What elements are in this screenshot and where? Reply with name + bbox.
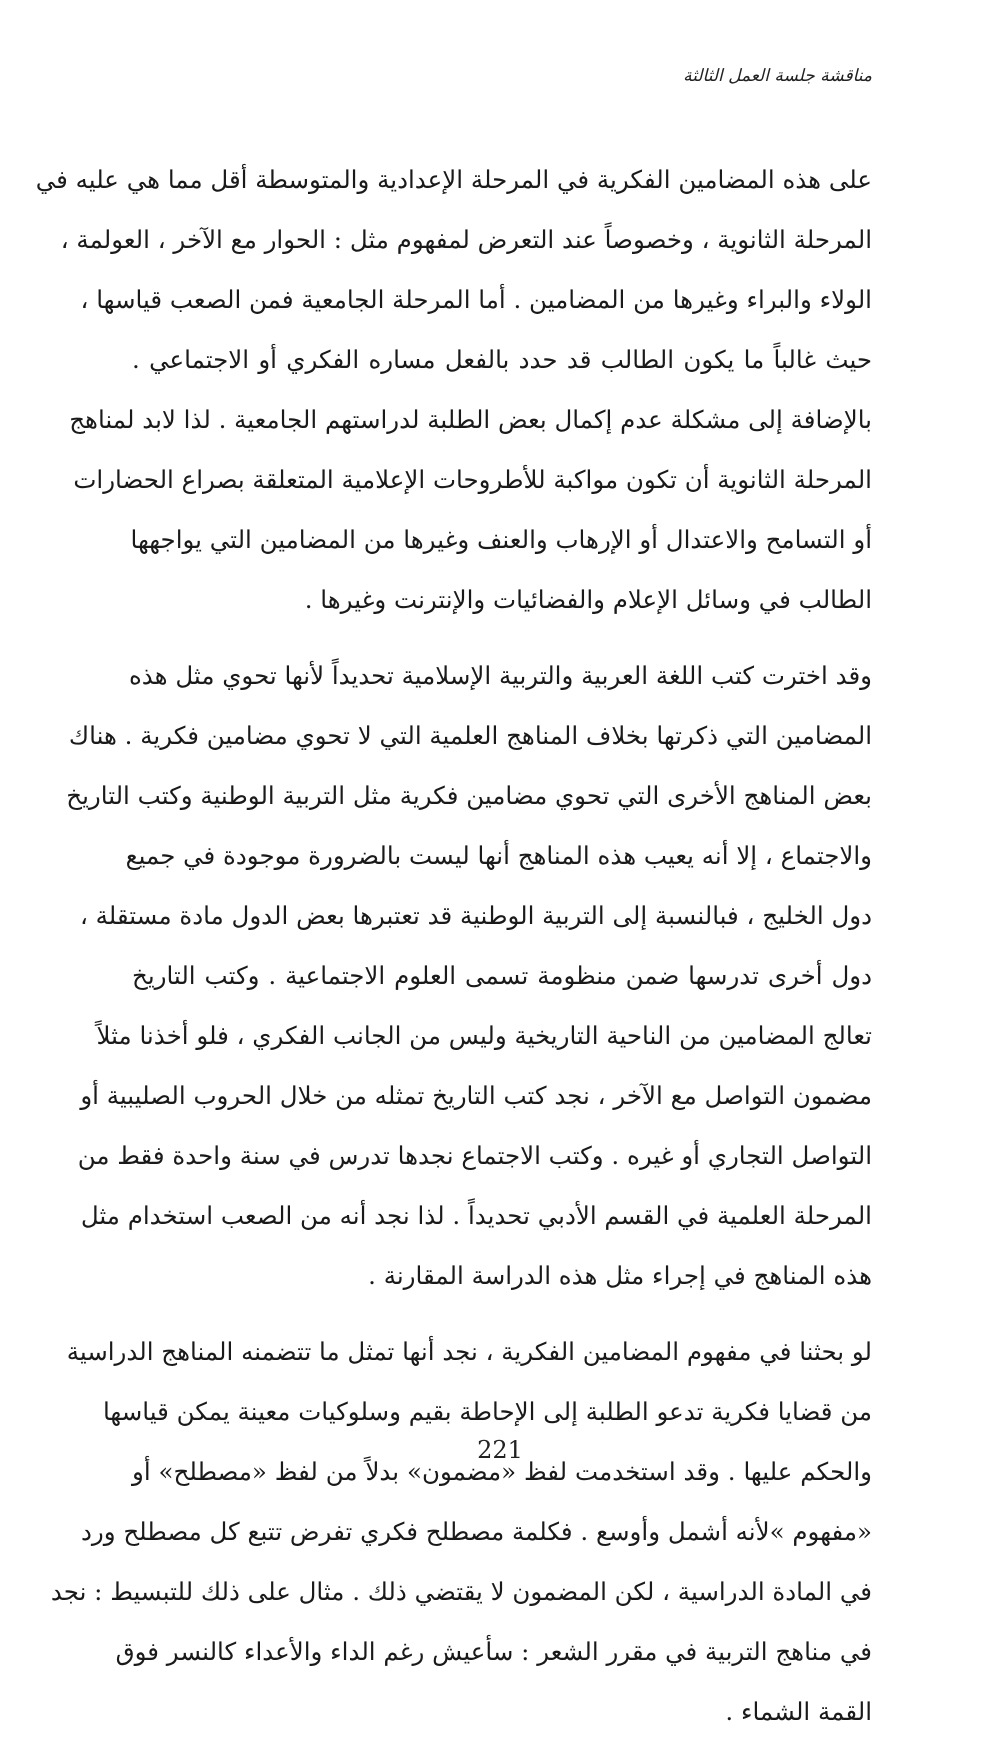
- text-line: دول أخرى تدرسها ضمن منظومة تسمى العلوم الاجتماعية . وكتب التاريخ: [132, 961, 872, 990]
- text-line: أو التسامح والاعتدال أو الإرهاب والعنف وغيرها من المضامين التي يواجهها: [130, 525, 872, 554]
- text-line: والاجتماع ، إلا أنه يعيب هذه المناهج أنها ليست بالضرورة موجودة في جميع: [125, 841, 872, 870]
- running-header: مناقشة جلسة العمل الثالثة: [683, 66, 872, 86]
- text-line: لو بحثنا في مفهوم المضامين الفكرية ، نجد أنها تمثل ما تتضمنه المناهج الدراسية: [66, 1337, 872, 1366]
- text-line: المضامين التي ذكرتها بخلاف المناهج العلمية التي لا تحوي مضامين فكرية . هناك: [68, 721, 872, 750]
- text-line: «مفهوم »لأنه أشمل وأوسع . فكلمة مصطلح فكري تفرض تتبع كل مصطلح ورد: [80, 1517, 872, 1546]
- text-line: الولاء والبراء وغيرها من المضامين . أما المرحلة الجامعية فمن الصعب قياسها ،: [80, 285, 872, 314]
- text-line: هذه المناهج في إجراء مثل هذه الدراسة المقارنة .: [368, 1261, 872, 1290]
- text-line: القمة الشماء .: [725, 1697, 872, 1726]
- text-line: حيث غالباً ما يكون الطالب قد حدد بالفعل مساره الفكري أو الاجتماعي .: [132, 345, 872, 374]
- text-line: مضمون التواصل مع الآخر ، نجد كتب التاريخ تمثله من خلال الحروب الصليبية أو: [80, 1081, 872, 1110]
- paragraph-1: [35, 150, 872, 630]
- text-line: المرحلة العلمية في القسم الأدبي تحديداً . لذا نجد أنه من الصعب استخدام مثل: [80, 1201, 872, 1230]
- text-line: بعض المناهج الأخرى التي تحوي مضامين فكرية مثل التربية الوطنية وكتب التاريخ: [66, 781, 872, 810]
- text-line: المرحلة الثانوية ، وخصوصاً عند التعرض لمفهوم مثل : الحوار مع الآخر ، العولمة ،: [60, 225, 872, 254]
- text-line: من قضايا فكرية تدعو الطلبة إلى الإحاطة بقيم وسلوكيات معينة يمكن قياسها: [102, 1397, 872, 1426]
- text-line: والحكم عليها . وقد استخدمت لفظ «مضمون» بدلاً من لفظ «مصطلح» أو: [132, 1457, 872, 1486]
- paragraph-2: [66, 646, 872, 1306]
- text-line: الطالب في وسائل الإعلام والفضائيات والإنترنت وغيرها .: [304, 585, 872, 614]
- text-line: بالإضافة إلى مشكلة عدم إكمال بعض الطلبة لدراستهم الجامعية . لذا لابد لمناهج: [69, 405, 872, 434]
- text-line: المرحلة الثانوية أن تكون مواكبة للأطروحات الإعلامية المتعلقة بصراع الحضارات: [73, 465, 872, 494]
- paragraph-3: [50, 1322, 872, 1742]
- text-line: دول الخليج ، فبالنسبة إلى التربية الوطنية قد تعتبرها بعض الدول مادة مستقلة ،: [79, 901, 872, 930]
- text-line: في مناهج التربية في مقرر الشعر : سأعيش رغم الداء والأعداء كالنسر فوق: [115, 1637, 872, 1666]
- body-text: [35, 150, 872, 1742]
- text-line: التواصل التجاري أو غيره . وكتب الاجتماع نجدها تدرس في سنة واحدة فقط من: [77, 1141, 872, 1170]
- text-line: في المادة الدراسية ، لكن المضمون لا يقتضي ذلك . مثال على ذلك للتبسيط : نجد: [50, 1577, 872, 1606]
- page-number: 221: [477, 1436, 523, 1464]
- text-line: وقد اخترت كتب اللغة العربية والتربية الإسلامية تحديداً لأنها تحوي مثل هذه: [128, 661, 872, 690]
- text-line: على هذه المضامين الفكرية في المرحلة الإعدادية والمتوسطة أقل مما هي عليه في: [35, 165, 872, 194]
- text-line: تعالج المضامين من الناحية التاريخية وليس من الجانب الفكري ، فلو أخذنا مثلاً: [96, 1021, 872, 1050]
